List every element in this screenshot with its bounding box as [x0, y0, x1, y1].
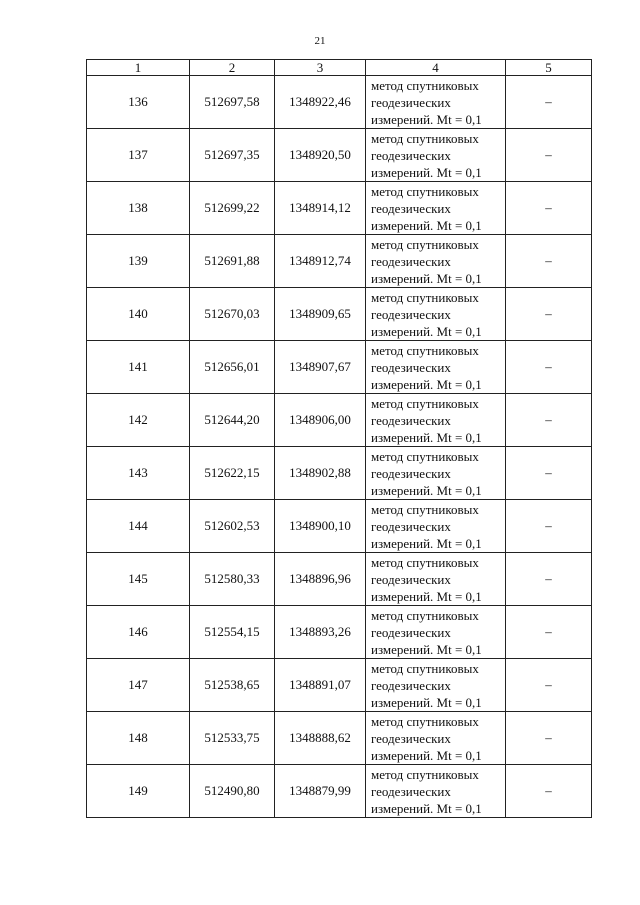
y-coordinate-cell: 1348907,67 — [275, 341, 366, 394]
x-coordinate-cell: 512538,65 — [190, 659, 275, 712]
table-row — [87, 341, 592, 394]
method-line: геодезических — [371, 253, 451, 269]
note-cell: – — [506, 182, 592, 235]
method-line: измерений. Mt = 0,1 — [371, 641, 482, 657]
point-number-cell: 149 — [87, 765, 190, 818]
method-line: метод спутниковых — [371, 236, 479, 252]
point-number-cell: 145 — [87, 553, 190, 606]
method-line: измерений. Mt = 0,1 — [371, 376, 482, 392]
note-cell: – — [506, 129, 592, 182]
method-line: геодезических — [371, 571, 451, 587]
note-cell: – — [506, 765, 592, 818]
method-line: измерений. Mt = 0,1 — [371, 800, 482, 816]
method-line: измерений. Mt = 0,1 — [371, 323, 482, 339]
method-line: геодезических — [371, 147, 451, 163]
method-line: метод спутниковых — [371, 660, 479, 676]
method-line: измерений. Mt = 0,1 — [371, 482, 482, 498]
point-number-cell: 141 — [87, 341, 190, 394]
method-line: метод спутниковых — [371, 448, 479, 464]
method-line: метод спутниковых — [371, 766, 479, 782]
method-line: метод спутниковых — [371, 713, 479, 729]
method-cell — [366, 129, 506, 182]
x-coordinate-cell: 512697,35 — [190, 129, 275, 182]
method-line: геодезических — [371, 465, 451, 481]
point-number-cell: 138 — [87, 182, 190, 235]
method-line: геодезических — [371, 94, 451, 110]
note-cell: – — [506, 235, 592, 288]
method-line: метод спутниковых — [371, 395, 479, 411]
x-coordinate-cell: 512490,80 — [190, 765, 275, 818]
x-coordinate-cell: 512644,20 — [190, 394, 275, 447]
method-cell — [366, 288, 506, 341]
x-coordinate-cell: 512691,88 — [190, 235, 275, 288]
note-cell: – — [506, 553, 592, 606]
point-number-cell: 136 — [87, 76, 190, 129]
x-coordinate-cell: 512580,33 — [190, 553, 275, 606]
method-line: метод спутниковых — [371, 289, 479, 305]
table-row — [87, 606, 592, 659]
method-line: геодезических — [371, 783, 451, 799]
x-coordinate-cell: 512533,75 — [190, 712, 275, 765]
note-cell: – — [506, 447, 592, 500]
method-line: измерений. Mt = 0,1 — [371, 217, 482, 233]
x-coordinate-cell: 512656,01 — [190, 341, 275, 394]
coordinates-table — [86, 59, 592, 818]
point-number-cell: 137 — [87, 129, 190, 182]
table-row — [87, 182, 592, 235]
table-row — [87, 288, 592, 341]
column-header-2: 2 — [190, 60, 275, 76]
note-cell: – — [506, 394, 592, 447]
method-line: измерений. Mt = 0,1 — [371, 747, 482, 763]
x-coordinate-cell: 512697,58 — [190, 76, 275, 129]
method-cell — [366, 447, 506, 500]
header-row — [87, 60, 592, 76]
method-line: измерений. Mt = 0,1 — [371, 429, 482, 445]
method-line: измерений. Mt = 0,1 — [371, 535, 482, 551]
method-line: измерений. Mt = 0,1 — [371, 588, 482, 604]
column-header-5: 5 — [506, 60, 592, 76]
y-coordinate-cell: 1348902,88 — [275, 447, 366, 500]
point-number-cell: 142 — [87, 394, 190, 447]
column-header-4: 4 — [366, 60, 506, 76]
method-line: метод спутниковых — [371, 77, 479, 93]
note-cell: – — [506, 712, 592, 765]
y-coordinate-cell: 1348879,99 — [275, 765, 366, 818]
method-line: геодезических — [371, 518, 451, 534]
y-coordinate-cell: 1348888,62 — [275, 712, 366, 765]
method-line: измерений. Mt = 0,1 — [371, 111, 482, 127]
method-cell — [366, 341, 506, 394]
table-row — [87, 500, 592, 553]
y-coordinate-cell: 1348922,46 — [275, 76, 366, 129]
method-cell — [366, 659, 506, 712]
method-line: геодезических — [371, 200, 451, 216]
x-coordinate-cell: 512554,15 — [190, 606, 275, 659]
table-row — [87, 712, 592, 765]
method-line: измерений. Mt = 0,1 — [371, 270, 482, 286]
x-coordinate-cell: 512602,53 — [190, 500, 275, 553]
method-line: метод спутниковых — [371, 342, 479, 358]
table-row — [87, 235, 592, 288]
method-line: измерений. Mt = 0,1 — [371, 694, 482, 710]
column-header-1: 1 — [87, 60, 190, 76]
note-cell: – — [506, 341, 592, 394]
point-number-cell: 147 — [87, 659, 190, 712]
table-row — [87, 553, 592, 606]
table-row — [87, 76, 592, 129]
method-line: геодезических — [371, 359, 451, 375]
column-header-3: 3 — [275, 60, 366, 76]
point-number-cell: 139 — [87, 235, 190, 288]
x-coordinate-cell: 512622,15 — [190, 447, 275, 500]
note-cell: – — [506, 288, 592, 341]
method-cell — [366, 182, 506, 235]
method-cell — [366, 500, 506, 553]
method-cell — [366, 765, 506, 818]
table-header — [87, 60, 592, 76]
table-row — [87, 129, 592, 182]
method-line: метод спутниковых — [371, 607, 479, 623]
method-cell — [366, 606, 506, 659]
method-line: метод спутниковых — [371, 554, 479, 570]
method-cell — [366, 712, 506, 765]
y-coordinate-cell: 1348920,50 — [275, 129, 366, 182]
note-cell: – — [506, 606, 592, 659]
table-row — [87, 394, 592, 447]
method-line: геодезических — [371, 412, 451, 428]
method-line: геодезических — [371, 677, 451, 693]
point-number-cell: 144 — [87, 500, 190, 553]
y-coordinate-cell: 1348909,65 — [275, 288, 366, 341]
method-line: метод спутниковых — [371, 501, 479, 517]
method-line: метод спутниковых — [371, 130, 479, 146]
point-number-cell: 143 — [87, 447, 190, 500]
x-coordinate-cell: 512670,03 — [190, 288, 275, 341]
note-cell: – — [506, 76, 592, 129]
y-coordinate-cell: 1348900,10 — [275, 500, 366, 553]
x-coordinate-cell: 512699,22 — [190, 182, 275, 235]
y-coordinate-cell: 1348891,07 — [275, 659, 366, 712]
method-line: метод спутниковых — [371, 183, 479, 199]
method-cell — [366, 76, 506, 129]
point-number-cell: 148 — [87, 712, 190, 765]
method-cell — [366, 394, 506, 447]
method-cell — [366, 553, 506, 606]
page-number: 21 — [314, 35, 326, 47]
method-line: геодезических — [371, 624, 451, 640]
method-line: геодезических — [371, 730, 451, 746]
y-coordinate-cell: 1348914,12 — [275, 182, 366, 235]
table-body — [87, 76, 592, 818]
note-cell: – — [506, 500, 592, 553]
method-line: измерений. Mt = 0,1 — [371, 164, 482, 180]
point-number-cell: 140 — [87, 288, 190, 341]
table-row — [87, 765, 592, 818]
method-line: геодезических — [371, 306, 451, 322]
y-coordinate-cell: 1348893,26 — [275, 606, 366, 659]
point-number-cell: 146 — [87, 606, 190, 659]
note-cell: – — [506, 659, 592, 712]
table-row — [87, 447, 592, 500]
y-coordinate-cell: 1348912,74 — [275, 235, 366, 288]
y-coordinate-cell: 1348896,96 — [275, 553, 366, 606]
y-coordinate-cell: 1348906,00 — [275, 394, 366, 447]
method-cell — [366, 235, 506, 288]
table-row — [87, 659, 592, 712]
